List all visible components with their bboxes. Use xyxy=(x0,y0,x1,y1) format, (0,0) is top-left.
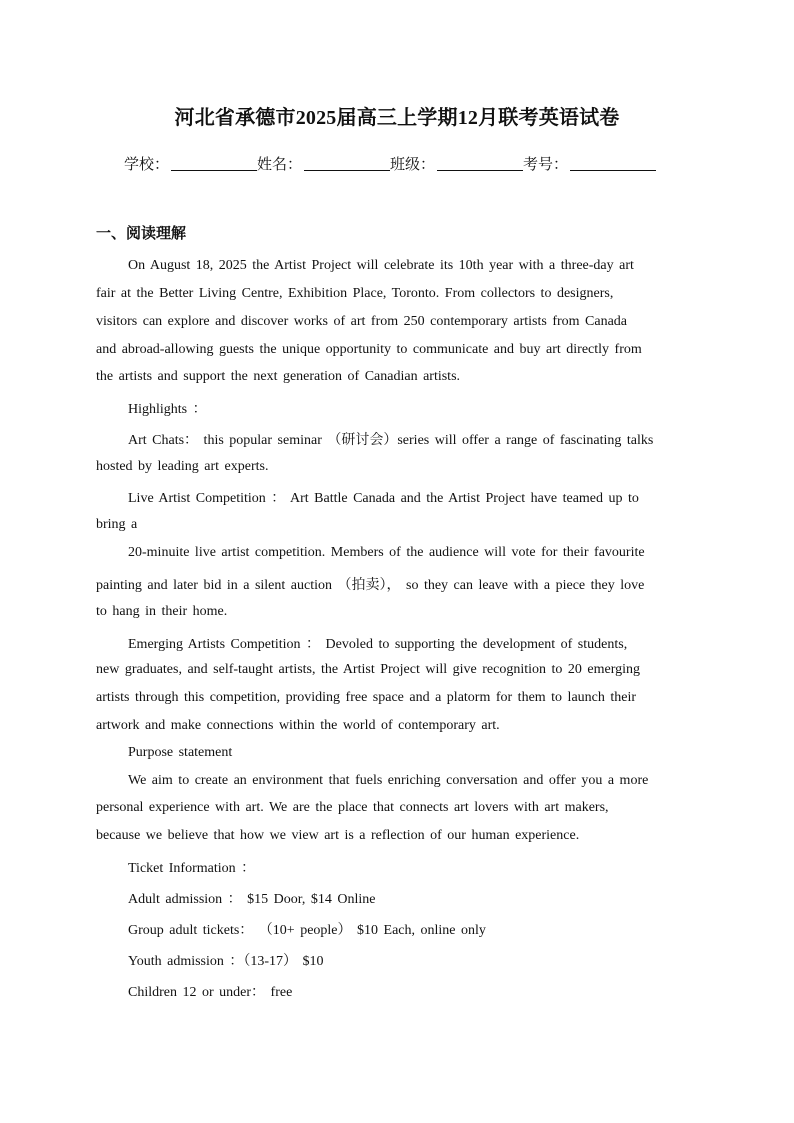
school-blank[interactable] xyxy=(171,156,257,171)
exam-number-field xyxy=(523,153,656,174)
school-label: 学校： xyxy=(124,157,170,173)
passage-line: because we believe that how we view art is a reflection of our human experience. xyxy=(96,828,580,843)
passage-line: Purpose statement xyxy=(128,745,233,760)
passage-line: Children 12 or under： free xyxy=(128,985,293,1000)
passage-line: Art Chats： this popular seminar （研讨会）series will offer a range of fascinating talks xyxy=(128,433,654,448)
passage-line: artists through this competition, providing free space and a platorm for them to launch their xyxy=(96,690,637,705)
passage-line: Adult admission ： $15 Door, $14 Online xyxy=(128,892,376,907)
passage-line: new graduates, and self-taught artists, the Artist Project will give recognition to 20 emerging xyxy=(96,662,641,677)
class-field xyxy=(390,153,523,174)
passage-line: hosted by leading art experts. xyxy=(96,459,269,474)
passage-line: visitors can explore and discover works of art from 250 contemporary artists from Canada xyxy=(96,314,628,329)
passage-line: artwork and make connections within the world of contemporary art. xyxy=(96,718,500,733)
passage-line: Youth admission ：（13-17） $10 xyxy=(128,954,324,969)
passage-line: Group adult tickets： （10+ people） $10 Each, online only xyxy=(128,923,486,938)
passage-line: Emerging Artists Competition ： Devoled to supporting the development of students, xyxy=(128,637,628,652)
exam-title: 河北省承德市2025届高三上学期12月联考英语试卷 xyxy=(174,107,620,129)
class-blank[interactable] xyxy=(437,156,523,171)
name-label: 姓名： xyxy=(257,157,303,173)
school-field xyxy=(124,153,257,174)
student-info-row xyxy=(124,153,684,174)
passage-line: personal experience with art. We are the place that connects art lovers with art makers, xyxy=(96,800,609,815)
passage-line: fair at the Better Living Centre, Exhibition Place, Toronto. From collectors to designers, xyxy=(96,286,614,301)
passage-line: On August 18, 2025 the Artist Project will celebrate its 10th year with a three-day art xyxy=(128,258,634,273)
passage-line: bring a xyxy=(96,517,138,532)
passage-line: 20-minuite live artist competition. Members of the audience will vote for their favourite xyxy=(128,545,645,560)
passage-line: Ticket Information ： xyxy=(128,861,256,876)
exam-number-label: 考号： xyxy=(523,157,569,173)
passage-line: Highlights ： xyxy=(128,402,207,417)
class-label: 班级： xyxy=(390,157,436,173)
passage-line: the artists and support the next generation of Canadian artists. xyxy=(96,369,461,384)
passage-line: and abroad-allowing guests the unique opportunity to communicate and buy art directly from xyxy=(96,342,642,357)
passage-line: painting and later bid in a silent auction （拍卖）， so they can leave with a piece they love xyxy=(96,578,645,593)
passage-line: Live Artist Competition ： Art Battle Canada and the Artist Project have teamed up to xyxy=(128,491,639,506)
name-field xyxy=(257,153,390,174)
passage-line: to hang in their home. xyxy=(96,604,228,619)
exam-number-blank[interactable] xyxy=(570,156,656,171)
passage-line: We aim to create an environment that fuels enriching conversation and offer you a more xyxy=(128,773,649,788)
section-heading: 一、阅读理解 xyxy=(96,226,187,242)
name-blank[interactable] xyxy=(304,156,390,171)
